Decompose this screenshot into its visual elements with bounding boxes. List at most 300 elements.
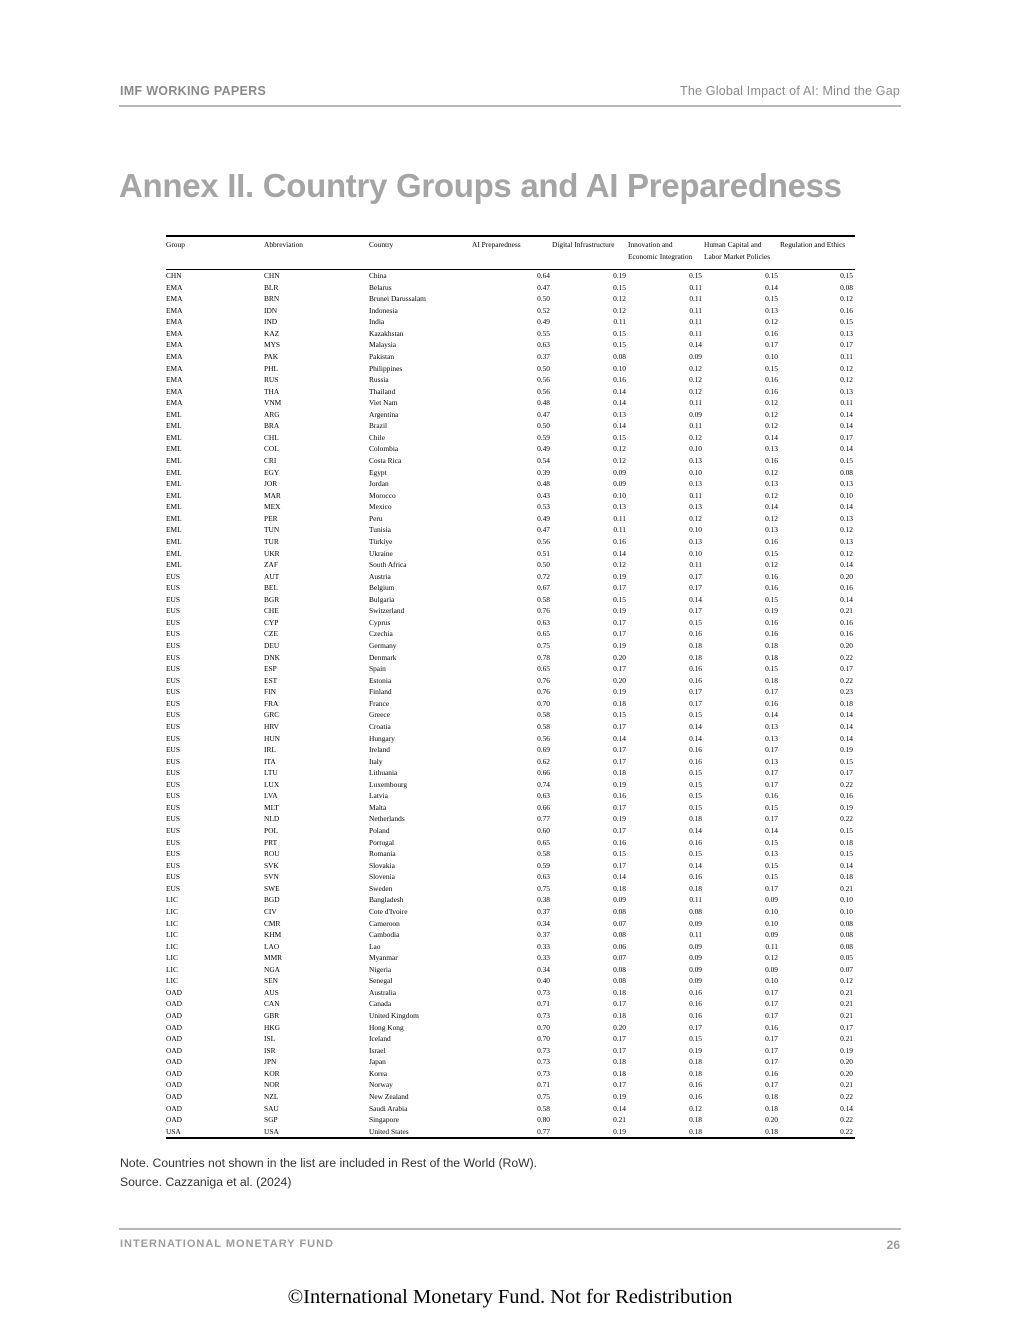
table-cell: EUS	[166, 606, 180, 616]
table-cell: 0.17	[613, 999, 626, 1009]
table-cell: 0.18	[689, 1057, 702, 1067]
table-cell: 0.13	[765, 849, 778, 859]
table-cell: IND	[264, 317, 278, 327]
table-cell: India	[369, 317, 385, 327]
table-cell: RUS	[264, 375, 279, 385]
table-cell: IDN	[264, 305, 278, 315]
table-cell: 0.11	[689, 490, 702, 500]
table-cell: CHL	[264, 432, 279, 442]
table-cell: BRN	[264, 294, 280, 304]
table-cell: EML	[166, 548, 182, 558]
table-cell: 0.20	[613, 1022, 626, 1032]
table-cell: 0.14	[840, 710, 853, 720]
table-cell: MMR	[264, 953, 283, 963]
table-cell: 0.13	[613, 409, 626, 419]
table-row	[166, 270, 855, 282]
table-cell: 0.09	[689, 976, 702, 986]
table-cell: KAZ	[264, 328, 280, 338]
table-cell: 0.48	[537, 479, 550, 489]
table-cell: 0.18	[689, 1115, 702, 1125]
table-cell: OAD	[166, 1080, 183, 1090]
table-cell: 0.80	[537, 1115, 550, 1125]
table-cell: EML	[166, 432, 182, 442]
table-cell: Kazakhstan	[369, 328, 404, 338]
table-cell: EMA	[166, 328, 183, 338]
table-cell: 0.15	[840, 271, 853, 280]
table-cell: 0.11	[689, 282, 702, 292]
table-cell: LIC	[166, 930, 178, 940]
table-cell: FIN	[264, 687, 276, 697]
table-cell: 0.12	[840, 525, 853, 535]
table-cell: 0.11	[689, 421, 702, 431]
table-cell: EUS	[166, 768, 180, 778]
table-cell: 0.14	[613, 398, 626, 408]
table-row	[166, 675, 855, 687]
table-row	[166, 1045, 855, 1057]
table-cell: 0.12	[765, 398, 778, 408]
table-cell: 0.19	[613, 814, 626, 824]
table-cell: 0.19	[689, 1045, 702, 1055]
table-cell: 0.15	[765, 271, 778, 280]
table-cell: FRA	[264, 698, 279, 708]
table-cell: SGP	[264, 1115, 278, 1125]
table-cell: 0.58	[537, 721, 550, 731]
table-cell: 0.16	[765, 536, 778, 546]
table-row	[166, 328, 855, 340]
table-cell: 0.20	[840, 571, 853, 581]
table-cell: 0.10	[689, 444, 702, 454]
table-cell: CHE	[264, 606, 279, 616]
table-cell: 0.18	[613, 768, 626, 778]
running-footer	[119, 1228, 901, 1254]
table-cell: 0.11	[840, 351, 853, 361]
table-cell: 0.14	[840, 733, 853, 743]
table-cell: 0.13	[765, 721, 778, 731]
table-cell: TUR	[264, 536, 279, 546]
table-row	[166, 1091, 855, 1103]
table-cell: Brunei Darussalam	[369, 294, 426, 304]
table-cell: 0.37	[537, 906, 550, 916]
table-cell: 0.13	[689, 456, 702, 465]
table-row	[166, 501, 855, 513]
table-cell: 0.19	[765, 606, 778, 616]
table-cell: BEL	[264, 583, 278, 593]
table-cell: 0.09	[689, 918, 702, 928]
table-cell: EUS	[166, 826, 180, 835]
table-cell: 0.19	[613, 271, 626, 280]
table-cell: EML	[166, 409, 182, 419]
table-cell: EUS	[166, 675, 180, 685]
table-cell: EGY	[264, 467, 280, 477]
table-row	[166, 582, 855, 594]
table-cell: 0.14	[840, 1103, 853, 1113]
table-cell: 0.08	[613, 964, 626, 974]
table-cell: Saudi Arabia	[369, 1103, 408, 1113]
table-cell: EUS	[166, 721, 180, 731]
table-cell: 0.10	[765, 351, 778, 361]
table-cell: 0.14	[840, 860, 853, 870]
table-row	[166, 386, 855, 398]
table-cell: LTU	[264, 768, 278, 778]
table-row	[166, 443, 855, 455]
table-cell: Bulgaria	[369, 594, 395, 604]
table-cell: 0.12	[840, 548, 853, 558]
table-row	[166, 409, 855, 421]
table-cell: IRL	[264, 745, 276, 755]
table-cell: Mexico	[369, 502, 392, 512]
table-cell: 0.14	[840, 721, 853, 731]
table-row	[166, 1114, 855, 1126]
table-cell: 0.17	[689, 606, 702, 616]
table-cell: Cameroon	[369, 918, 400, 928]
table-cell: 0.16	[689, 756, 702, 766]
table-cell: SVK	[264, 860, 279, 870]
table-cell: 0.12	[765, 467, 778, 477]
table-source: Source. Cazzaniga et al. (2024)	[120, 1175, 292, 1189]
column-header: Digital Infrastructure	[552, 240, 615, 249]
table-cell: 0.59	[537, 860, 550, 870]
table-cell: EUS	[166, 814, 180, 824]
table-cell: Croatia	[369, 721, 391, 731]
table-cell: Brazil	[369, 421, 388, 431]
table-notes	[120, 1154, 537, 1192]
table-cell: 0.11	[689, 328, 702, 338]
table-cell: 0.20	[840, 641, 853, 650]
table-cell: 0.13	[689, 502, 702, 512]
table-cell: 0.21	[840, 606, 853, 616]
table-cell: ROU	[264, 849, 280, 859]
table-cell: 0.50	[537, 560, 550, 570]
table-row	[166, 1103, 855, 1115]
table-cell: 0.38	[537, 895, 550, 905]
table-cell: Latvia	[369, 791, 388, 801]
table-cell: 0.17	[765, 340, 778, 350]
table-cell: 0.15	[689, 768, 702, 778]
table-cell: 0.09	[689, 941, 702, 951]
table-cell: 0.56	[537, 375, 550, 385]
table-cell: Japan	[369, 1057, 386, 1067]
table-row	[166, 293, 855, 305]
table-row	[166, 929, 855, 941]
table-cell: 0.16	[689, 675, 702, 685]
table-cell: Cote d'Ivoire	[369, 906, 408, 916]
annex-title: Annex II. Country Groups and AI Preparedness	[119, 167, 842, 204]
table-cell: SEN	[264, 976, 278, 986]
table-cell: 0.16	[765, 698, 778, 708]
table-cell: 0.08	[689, 906, 702, 916]
table-cell: 0.55	[537, 328, 550, 338]
table-cell: 0.11	[689, 398, 702, 408]
table-cell: 0.15	[613, 328, 626, 338]
table-cell: 0.07	[613, 953, 626, 963]
table-cell: 0.16	[689, 664, 702, 674]
page-number: 26	[886, 1238, 900, 1252]
table-cell: 0.72	[537, 571, 550, 581]
table-cell: 0.16	[613, 791, 626, 801]
table-cell: 0.15	[765, 294, 778, 304]
table-cell: THA	[264, 386, 280, 396]
table-row	[166, 987, 855, 999]
table-cell: 0.14	[613, 733, 626, 743]
table-cell: ISR	[264, 1045, 276, 1055]
table-cell: 0.11	[689, 930, 702, 940]
table-cell: MAR	[264, 490, 281, 500]
table-cell: 0.15	[840, 317, 853, 327]
table-cell: 0.65	[537, 629, 550, 639]
table-cell: 0.17	[613, 629, 626, 639]
table-cell: EUS	[166, 872, 180, 882]
table-cell: 0.18	[689, 1068, 702, 1078]
table-row	[166, 779, 855, 791]
table-row	[166, 975, 855, 987]
table-cell: EUS	[166, 779, 180, 789]
table-cell: 0.16	[689, 1091, 702, 1101]
table-row	[166, 594, 855, 606]
table-cell: 0.13	[765, 525, 778, 535]
table-cell: 0.37	[537, 930, 550, 940]
table-cell: 0.15	[840, 849, 853, 859]
table-cell: 0.10	[613, 363, 626, 373]
table-cell: 0.76	[537, 606, 550, 616]
table-cell: 0.14	[689, 340, 702, 350]
publication-series: IMF WORKING PAPERS	[120, 84, 267, 98]
table-row	[166, 1079, 855, 1091]
table-row	[166, 467, 855, 479]
table-cell: 0.48	[537, 398, 550, 408]
table-cell: 0.16	[689, 745, 702, 755]
table-cell: CMR	[264, 918, 281, 928]
table-cell: 0.17	[765, 1080, 778, 1090]
table-cell: OAD	[166, 1057, 183, 1067]
table-cell: 0.10	[765, 906, 778, 916]
table-row	[166, 1033, 855, 1045]
table-cell: 0.20	[765, 1115, 778, 1125]
table-cell: 0.13	[840, 328, 853, 338]
table-cell: EMA	[166, 282, 183, 292]
table-cell: 0.14	[840, 560, 853, 570]
table-row	[166, 374, 855, 386]
table-cell: 0.17	[765, 687, 778, 697]
table-cell: 0.10	[840, 906, 853, 916]
table-row	[166, 640, 855, 652]
table-cell: 0.18	[613, 1057, 626, 1067]
table-cell: ARG	[264, 409, 280, 419]
table-cell: 0.17	[613, 860, 626, 870]
table-cell: EML	[166, 444, 182, 454]
table-cell: 0.62	[537, 756, 550, 766]
table-cell: 0.15	[689, 802, 702, 812]
table-cell: 0.15	[765, 837, 778, 847]
table-cell: Colombia	[369, 444, 399, 454]
table-cell: 0.11	[689, 305, 702, 315]
table-cell: 0.21	[840, 987, 853, 997]
table-cell: PER	[264, 513, 278, 523]
table-cell: 0.22	[780, 1126, 855, 1139]
table-cell: 0.14	[765, 710, 778, 720]
table-cell: Pakistan	[369, 351, 395, 361]
table-cell: Jordan	[369, 479, 389, 489]
table-cell: Nigeria	[369, 964, 392, 974]
table-cell: 0.17	[765, 1057, 778, 1067]
table-row	[166, 1068, 855, 1080]
table-row	[166, 790, 855, 802]
table-row	[166, 686, 855, 698]
table-cell: 0.17	[689, 1022, 702, 1032]
table-cell: 0.22	[840, 814, 853, 824]
table-cell: BGD	[264, 895, 280, 905]
table-cell: 0.14	[840, 444, 853, 454]
table-row	[166, 652, 855, 664]
table-cell: 0.11	[613, 525, 626, 535]
table-cell: 0.10	[765, 976, 778, 986]
table-cell: 0.21	[840, 883, 853, 893]
table-cell: 0.05	[840, 953, 853, 963]
running-header	[119, 83, 901, 107]
table-cell: 0.16	[765, 617, 778, 627]
table-cell: 0.16	[840, 583, 853, 593]
table-cell: EUS	[166, 849, 180, 859]
table-cell: MEX	[264, 502, 281, 512]
table-cell: Belgium	[369, 583, 395, 593]
table-cell: Myanmar	[369, 953, 398, 963]
table-row	[166, 709, 855, 721]
table-row	[166, 756, 855, 768]
table-cell: Czechia	[369, 629, 393, 639]
table-cell: 0.12	[689, 386, 702, 396]
table-cell: 0.15	[613, 432, 626, 442]
table-cell: 0.71	[537, 999, 550, 1009]
table-cell: 0.12	[689, 513, 702, 523]
table-cell: 0.52	[537, 305, 550, 315]
table-cell: 0.12	[765, 421, 778, 431]
table-cell: LIC	[166, 895, 178, 905]
table-cell: EUS	[166, 860, 180, 870]
table-cell: Bangladesh	[369, 895, 404, 905]
table-cell: 0.19	[840, 745, 853, 755]
table-cell: 0.17	[613, 721, 626, 731]
table-cell: 0.08	[840, 918, 853, 928]
table-cell: LIC	[166, 918, 178, 928]
table-row	[166, 397, 855, 409]
table-cell: 0.16	[765, 1068, 778, 1078]
table-cell: Lao	[369, 941, 381, 951]
table-cell: PRT	[264, 837, 278, 847]
table-cell: 0.14	[689, 733, 702, 743]
table-cell: 0.47	[537, 525, 550, 535]
table-cell: 0.10	[765, 918, 778, 928]
table-cell: 0.59	[537, 432, 550, 442]
table-row	[166, 1022, 855, 1034]
table-row	[166, 698, 855, 710]
country-groups-table	[166, 235, 855, 1139]
table-cell: EML	[166, 421, 182, 431]
table-cell: 0.07	[613, 918, 626, 928]
table-cell: 0.63	[537, 340, 550, 350]
table-cell: EML	[166, 513, 182, 523]
table-cell: 0.08	[613, 930, 626, 940]
table-cell: 0.15	[689, 710, 702, 720]
table-cell: Singapore	[369, 1115, 399, 1125]
table-cell: 0.66	[537, 768, 550, 778]
table-cell: POL	[264, 826, 278, 835]
table-cell: 0.14	[840, 594, 853, 604]
table-cell: Israel	[369, 1045, 386, 1055]
table-cell: 0.16	[765, 456, 778, 465]
table-cell: 0.13	[840, 479, 853, 489]
table-cell: 0.56	[537, 733, 550, 743]
table-cell: LVA	[264, 791, 278, 801]
table-cell: 0.63	[537, 791, 550, 801]
table-row	[166, 744, 855, 756]
table-cell: 0.08	[613, 351, 626, 361]
table-cell: 0.47	[537, 409, 550, 419]
table-cell: Denmark	[369, 652, 397, 662]
table-row	[166, 1056, 855, 1068]
table-cell: Slovenia	[369, 872, 395, 882]
table-cell: Argentina	[369, 409, 399, 419]
table-cell: 0.15	[689, 617, 702, 627]
table-cell: 0.17	[613, 1080, 626, 1090]
table-cell: COL	[264, 444, 279, 454]
table-cell: 0.66	[537, 802, 550, 812]
table-cell: 0.19	[613, 571, 626, 581]
table-cell: 0.18	[613, 1068, 626, 1078]
table-cell: 0.18	[765, 1103, 778, 1113]
table-cell: 0.77	[537, 814, 550, 824]
table-cell: 0.51	[537, 548, 550, 558]
table-cell: EML	[166, 525, 182, 535]
table-cell: 0.13	[765, 756, 778, 766]
table-cell: 0.12	[840, 375, 853, 385]
table-cell: 0.13	[765, 479, 778, 489]
table-cell: LIC	[166, 906, 178, 916]
table-cell: PHL	[264, 363, 278, 373]
table-cell: 0.08	[840, 467, 853, 477]
table-cell: 0.13	[689, 479, 702, 489]
table-cell: 0.10	[689, 525, 702, 535]
table-cell: 0.08	[613, 976, 626, 986]
table-cell: 0.19	[840, 802, 853, 812]
table-cell: Switzerland	[369, 606, 405, 616]
table-cell: 0.09	[613, 479, 626, 489]
table-cell: 0.16	[765, 791, 778, 801]
table-cell: 0.15	[613, 340, 626, 350]
table-cell: 0.12	[613, 294, 626, 304]
table-cell: EML	[166, 467, 182, 477]
table-cell: Viet Nam	[369, 398, 398, 408]
table-row	[166, 767, 855, 779]
table-cell: 0.12	[613, 444, 626, 454]
column-header: Human Capital and Labor Market Policies	[704, 240, 771, 261]
column-header: Abbreviation	[264, 240, 303, 249]
table-cell: 0.16	[689, 987, 702, 997]
table-cell: 0.19	[552, 1126, 628, 1139]
table-cell: EML	[166, 456, 182, 465]
table-cell: 0.16	[689, 837, 702, 847]
table-cell: HKG	[264, 1022, 281, 1032]
table-cell: 0.18	[613, 987, 626, 997]
table-cell: 0.43	[537, 490, 550, 500]
table-cell: 0.16	[765, 375, 778, 385]
table-cell: 0.14	[613, 872, 626, 882]
table-cell: 0.10	[613, 490, 626, 500]
table-note: Note. Countries not shown in the list are included in Rest of the World (RoW).	[120, 1156, 538, 1170]
table-cell: Korea	[369, 1068, 388, 1078]
table-cell: 0.73	[537, 1057, 550, 1067]
table-row	[166, 559, 855, 571]
table-cell: 0.20	[613, 675, 626, 685]
table-cell: 0.17	[765, 779, 778, 789]
